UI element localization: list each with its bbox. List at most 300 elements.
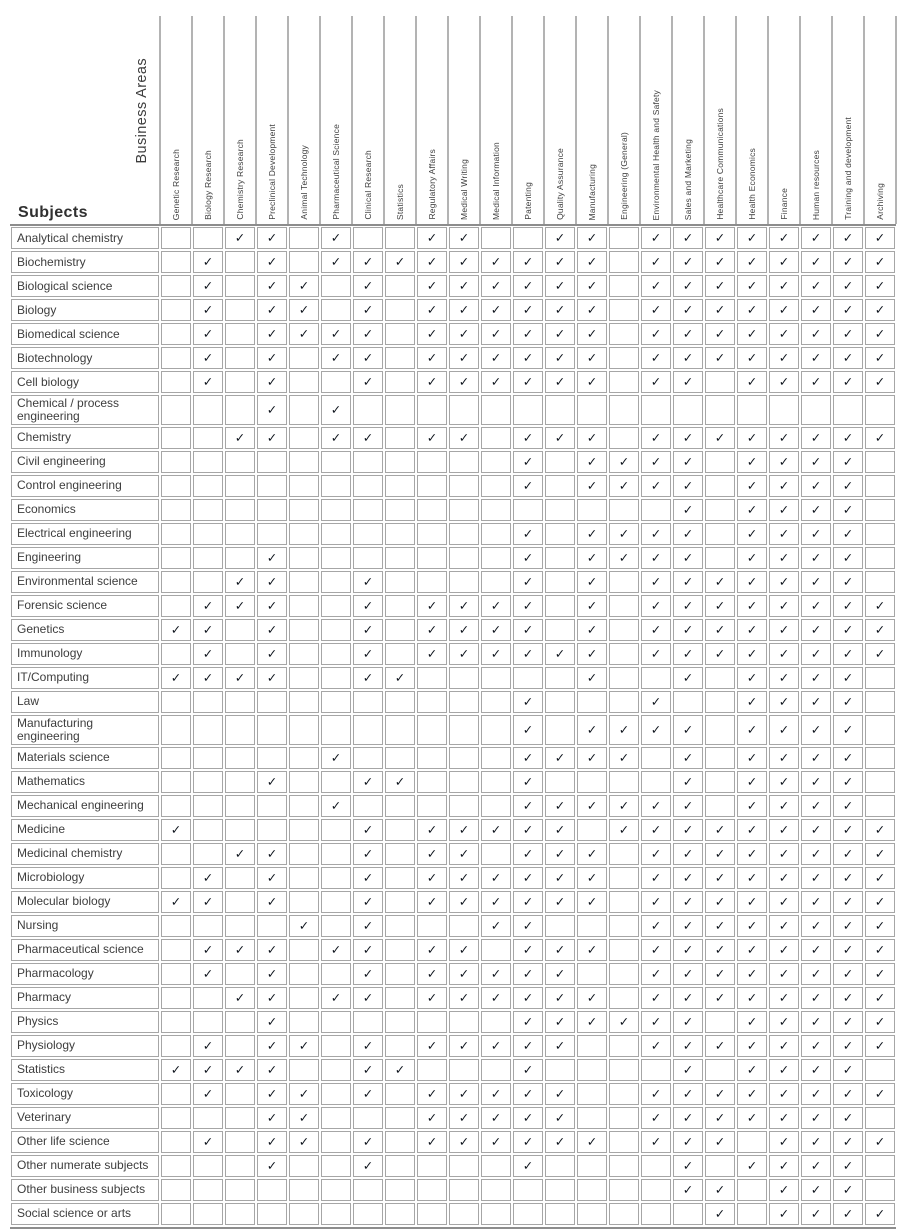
check-cell-checked: ✓ bbox=[673, 867, 703, 889]
check-cell-checked: ✓ bbox=[481, 819, 511, 841]
column-header-label: Medical Information bbox=[491, 142, 501, 220]
check-cell-checked: ✓ bbox=[737, 275, 767, 297]
check-cell-checked: ✓ bbox=[737, 475, 767, 497]
check-cell bbox=[289, 499, 319, 521]
check-cell-checked: ✓ bbox=[417, 227, 447, 249]
check-cell-checked: ✓ bbox=[225, 667, 255, 689]
check-cell bbox=[321, 523, 351, 545]
check-cell-checked: ✓ bbox=[513, 251, 543, 273]
check-cell bbox=[641, 1155, 671, 1177]
check-cell bbox=[385, 371, 415, 393]
check-cell bbox=[353, 1179, 383, 1201]
check-cell-checked: ✓ bbox=[865, 619, 895, 641]
check-cell bbox=[609, 227, 639, 249]
check-cell-checked: ✓ bbox=[801, 667, 831, 689]
check-cell bbox=[801, 395, 831, 425]
check-cell bbox=[481, 523, 511, 545]
check-cell bbox=[321, 571, 351, 593]
table-row bbox=[10, 986, 896, 1010]
check-cell-checked: ✓ bbox=[769, 1035, 799, 1057]
check-cell bbox=[385, 427, 415, 449]
check-cell-checked: ✓ bbox=[833, 843, 863, 865]
check-cell-checked: ✓ bbox=[641, 227, 671, 249]
check-cell bbox=[545, 547, 575, 569]
check-cell-checked: ✓ bbox=[673, 1011, 703, 1033]
check-cell-checked: ✓ bbox=[353, 1131, 383, 1153]
check-cell-checked: ✓ bbox=[833, 619, 863, 641]
check-cell-checked: ✓ bbox=[641, 1011, 671, 1033]
check-cell bbox=[545, 523, 575, 545]
check-cell-checked: ✓ bbox=[705, 1131, 735, 1153]
check-cell bbox=[161, 427, 191, 449]
check-cell-checked: ✓ bbox=[449, 227, 479, 249]
check-cell bbox=[385, 499, 415, 521]
row-label: Manufacturing engineering bbox=[11, 715, 159, 745]
check-cell bbox=[737, 1179, 767, 1201]
check-cell-checked: ✓ bbox=[833, 1131, 863, 1153]
check-cell bbox=[161, 1083, 191, 1105]
check-cell-checked: ✓ bbox=[673, 747, 703, 769]
business-areas-axis-title bbox=[124, 58, 160, 164]
check-cell-checked: ✓ bbox=[513, 987, 543, 1009]
check-cell-checked: ✓ bbox=[833, 1155, 863, 1177]
check-cell-checked: ✓ bbox=[769, 499, 799, 521]
check-cell-checked: ✓ bbox=[577, 227, 607, 249]
check-cell bbox=[385, 915, 415, 937]
column-header-label: Training and development bbox=[843, 117, 853, 220]
check-cell bbox=[321, 1083, 351, 1105]
check-cell bbox=[641, 395, 671, 425]
check-cell-checked: ✓ bbox=[769, 1059, 799, 1081]
check-cell-checked: ✓ bbox=[673, 499, 703, 521]
check-cell bbox=[705, 547, 735, 569]
check-cell-checked: ✓ bbox=[833, 691, 863, 713]
check-cell bbox=[609, 1131, 639, 1153]
check-cell-checked: ✓ bbox=[801, 427, 831, 449]
check-cell-checked: ✓ bbox=[577, 1131, 607, 1153]
check-cell-checked: ✓ bbox=[673, 523, 703, 545]
check-cell bbox=[481, 667, 511, 689]
check-cell bbox=[321, 891, 351, 913]
table-row bbox=[10, 370, 896, 394]
check-cell bbox=[161, 523, 191, 545]
check-cell bbox=[545, 595, 575, 617]
check-cell bbox=[385, 1035, 415, 1057]
check-cell-checked: ✓ bbox=[737, 1011, 767, 1033]
check-cell bbox=[385, 523, 415, 545]
check-cell-checked: ✓ bbox=[737, 347, 767, 369]
check-cell-checked: ✓ bbox=[705, 987, 735, 1009]
check-cell bbox=[289, 395, 319, 425]
check-cell bbox=[289, 1059, 319, 1081]
check-cell bbox=[865, 691, 895, 713]
check-cell bbox=[385, 1131, 415, 1153]
check-cell-checked: ✓ bbox=[513, 915, 543, 937]
check-cell-checked: ✓ bbox=[289, 1083, 319, 1105]
check-cell bbox=[449, 715, 479, 745]
check-cell-checked: ✓ bbox=[801, 251, 831, 273]
check-cell bbox=[577, 819, 607, 841]
check-cell-checked: ✓ bbox=[641, 963, 671, 985]
check-cell-checked: ✓ bbox=[449, 1083, 479, 1105]
check-cell-checked: ✓ bbox=[257, 547, 287, 569]
column-header bbox=[512, 16, 544, 220]
check-cell-checked: ✓ bbox=[737, 571, 767, 593]
check-cell-checked: ✓ bbox=[513, 691, 543, 713]
check-cell bbox=[609, 643, 639, 665]
check-cell-checked: ✓ bbox=[801, 891, 831, 913]
check-cell-checked: ✓ bbox=[481, 371, 511, 393]
check-cell bbox=[161, 395, 191, 425]
check-cell bbox=[417, 691, 447, 713]
check-cell-checked: ✓ bbox=[833, 891, 863, 913]
check-cell bbox=[513, 499, 543, 521]
check-cell-checked: ✓ bbox=[417, 347, 447, 369]
check-cell-checked: ✓ bbox=[321, 323, 351, 345]
check-cell-checked: ✓ bbox=[577, 475, 607, 497]
check-cell-checked: ✓ bbox=[513, 1083, 543, 1105]
check-cell-checked: ✓ bbox=[417, 1083, 447, 1105]
check-cell bbox=[321, 843, 351, 865]
check-cell bbox=[417, 1203, 447, 1225]
table-row bbox=[10, 690, 896, 714]
check-cell bbox=[161, 915, 191, 937]
check-cell bbox=[865, 571, 895, 593]
check-cell-checked: ✓ bbox=[225, 1059, 255, 1081]
check-cell-checked: ✓ bbox=[673, 475, 703, 497]
check-cell bbox=[193, 523, 223, 545]
check-cell-checked: ✓ bbox=[737, 915, 767, 937]
check-cell-checked: ✓ bbox=[833, 963, 863, 985]
check-cell-checked: ✓ bbox=[865, 227, 895, 249]
check-cell-checked: ✓ bbox=[353, 571, 383, 593]
check-cell-checked: ✓ bbox=[353, 251, 383, 273]
check-cell-checked: ✓ bbox=[321, 987, 351, 1009]
check-cell bbox=[321, 771, 351, 793]
check-cell bbox=[641, 1203, 671, 1225]
check-cell bbox=[513, 1203, 543, 1225]
check-cell bbox=[609, 691, 639, 713]
check-cell bbox=[865, 747, 895, 769]
check-cell-checked: ✓ bbox=[769, 275, 799, 297]
check-cell-checked: ✓ bbox=[641, 843, 671, 865]
check-cell bbox=[161, 347, 191, 369]
check-cell bbox=[289, 619, 319, 641]
check-cell-checked: ✓ bbox=[769, 595, 799, 617]
check-cell-checked: ✓ bbox=[737, 1059, 767, 1081]
check-cell-checked: ✓ bbox=[481, 1083, 511, 1105]
check-cell bbox=[481, 715, 511, 745]
check-cell-checked: ✓ bbox=[481, 251, 511, 273]
check-cell bbox=[257, 523, 287, 545]
check-cell-checked: ✓ bbox=[737, 523, 767, 545]
check-cell-checked: ✓ bbox=[289, 1131, 319, 1153]
check-cell bbox=[353, 691, 383, 713]
table-row bbox=[10, 618, 896, 642]
check-cell-checked: ✓ bbox=[417, 323, 447, 345]
check-cell-checked: ✓ bbox=[833, 1035, 863, 1057]
check-cell-checked: ✓ bbox=[353, 323, 383, 345]
column-header-label: Regulatory Affairs bbox=[427, 149, 437, 220]
row-label: Social science or arts bbox=[11, 1203, 159, 1225]
check-cell bbox=[449, 571, 479, 593]
check-cell-checked: ✓ bbox=[769, 843, 799, 865]
check-cell bbox=[577, 1035, 607, 1057]
check-cell bbox=[225, 1203, 255, 1225]
check-cell bbox=[513, 1179, 543, 1201]
check-cell bbox=[641, 1059, 671, 1081]
check-cell bbox=[865, 1107, 895, 1129]
check-cell-checked: ✓ bbox=[609, 715, 639, 745]
check-cell-checked: ✓ bbox=[833, 347, 863, 369]
check-cell-checked: ✓ bbox=[705, 1179, 735, 1201]
check-cell bbox=[609, 371, 639, 393]
table-row bbox=[10, 1034, 896, 1058]
check-cell bbox=[161, 987, 191, 1009]
check-cell bbox=[385, 347, 415, 369]
column-header bbox=[576, 16, 608, 220]
table-row bbox=[10, 570, 896, 594]
check-cell-checked: ✓ bbox=[193, 323, 223, 345]
check-cell-checked: ✓ bbox=[833, 251, 863, 273]
check-cell-checked: ✓ bbox=[801, 643, 831, 665]
check-cell-checked: ✓ bbox=[193, 251, 223, 273]
check-cell bbox=[193, 915, 223, 937]
check-cell-checked: ✓ bbox=[321, 427, 351, 449]
check-cell bbox=[161, 547, 191, 569]
column-header bbox=[640, 16, 672, 220]
check-cell-checked: ✓ bbox=[161, 819, 191, 841]
check-cell-checked: ✓ bbox=[769, 963, 799, 985]
check-cell-checked: ✓ bbox=[545, 299, 575, 321]
check-cell-checked: ✓ bbox=[481, 1107, 511, 1129]
check-cell bbox=[289, 571, 319, 593]
check-cell bbox=[225, 691, 255, 713]
check-cell bbox=[257, 795, 287, 817]
column-header-label: Engineering (General) bbox=[619, 132, 629, 220]
check-cell-checked: ✓ bbox=[545, 251, 575, 273]
check-cell bbox=[865, 1179, 895, 1201]
check-cell-checked: ✓ bbox=[865, 595, 895, 617]
check-cell bbox=[161, 795, 191, 817]
check-cell-checked: ✓ bbox=[833, 795, 863, 817]
table-row bbox=[10, 1202, 896, 1226]
check-cell bbox=[545, 1155, 575, 1177]
check-cell-checked: ✓ bbox=[705, 939, 735, 961]
table-row bbox=[10, 250, 896, 274]
check-cell bbox=[193, 499, 223, 521]
check-cell-checked: ✓ bbox=[481, 867, 511, 889]
check-cell-checked: ✓ bbox=[545, 963, 575, 985]
check-cell bbox=[449, 395, 479, 425]
check-cell bbox=[481, 747, 511, 769]
check-cell-checked: ✓ bbox=[801, 571, 831, 593]
check-cell bbox=[321, 1131, 351, 1153]
check-cell-checked: ✓ bbox=[449, 1131, 479, 1153]
check-cell-checked: ✓ bbox=[801, 275, 831, 297]
check-cell-checked: ✓ bbox=[257, 867, 287, 889]
check-cell-checked: ✓ bbox=[737, 227, 767, 249]
check-cell bbox=[449, 747, 479, 769]
check-cell-checked: ✓ bbox=[481, 595, 511, 617]
check-cell bbox=[513, 395, 543, 425]
check-cell-checked: ✓ bbox=[737, 891, 767, 913]
check-cell bbox=[161, 1035, 191, 1057]
check-cell bbox=[705, 451, 735, 473]
check-cell-checked: ✓ bbox=[833, 939, 863, 961]
check-cell bbox=[385, 795, 415, 817]
check-cell bbox=[865, 475, 895, 497]
check-cell bbox=[161, 691, 191, 713]
check-cell-checked: ✓ bbox=[641, 795, 671, 817]
table-row bbox=[10, 474, 896, 498]
check-cell bbox=[161, 571, 191, 593]
check-cell-checked: ✓ bbox=[513, 819, 543, 841]
check-cell-checked: ✓ bbox=[257, 227, 287, 249]
check-cell bbox=[225, 451, 255, 473]
check-cell bbox=[481, 843, 511, 865]
check-cell-checked: ✓ bbox=[353, 299, 383, 321]
check-cell bbox=[385, 867, 415, 889]
check-cell bbox=[289, 427, 319, 449]
row-label: IT/Computing bbox=[11, 667, 159, 689]
check-cell bbox=[161, 843, 191, 865]
check-cell bbox=[385, 1011, 415, 1033]
check-cell-checked: ✓ bbox=[385, 1059, 415, 1081]
check-cell bbox=[545, 475, 575, 497]
table-row bbox=[10, 450, 896, 474]
check-cell bbox=[321, 1107, 351, 1129]
check-cell-checked: ✓ bbox=[865, 867, 895, 889]
check-cell bbox=[225, 795, 255, 817]
check-cell bbox=[193, 1107, 223, 1129]
check-cell-checked: ✓ bbox=[673, 1131, 703, 1153]
check-cell-checked: ✓ bbox=[257, 891, 287, 913]
column-header bbox=[160, 16, 192, 220]
row-label: Microbiology bbox=[11, 867, 159, 889]
check-cell-checked: ✓ bbox=[353, 1155, 383, 1177]
row-label: Nursing bbox=[11, 915, 159, 937]
check-cell-checked: ✓ bbox=[865, 915, 895, 937]
check-cell-checked: ✓ bbox=[513, 595, 543, 617]
check-cell-checked: ✓ bbox=[769, 347, 799, 369]
check-cell-checked: ✓ bbox=[769, 251, 799, 273]
check-cell bbox=[161, 771, 191, 793]
check-cell-checked: ✓ bbox=[737, 843, 767, 865]
check-cell bbox=[225, 251, 255, 273]
check-cell bbox=[449, 771, 479, 793]
check-cell-checked: ✓ bbox=[577, 939, 607, 961]
check-cell-checked: ✓ bbox=[193, 299, 223, 321]
check-cell-checked: ✓ bbox=[513, 1059, 543, 1081]
check-cell bbox=[641, 1179, 671, 1201]
check-cell-checked: ✓ bbox=[417, 843, 447, 865]
check-cell bbox=[225, 715, 255, 745]
check-cell-checked: ✓ bbox=[705, 595, 735, 617]
check-cell-checked: ✓ bbox=[449, 251, 479, 273]
check-cell-checked: ✓ bbox=[641, 867, 671, 889]
check-cell-checked: ✓ bbox=[417, 251, 447, 273]
check-cell-checked: ✓ bbox=[865, 427, 895, 449]
check-cell bbox=[161, 299, 191, 321]
check-cell bbox=[193, 987, 223, 1009]
check-cell-checked: ✓ bbox=[833, 499, 863, 521]
check-cell bbox=[385, 891, 415, 913]
check-cell-checked: ✓ bbox=[801, 619, 831, 641]
check-cell-checked: ✓ bbox=[321, 795, 351, 817]
check-cell-checked: ✓ bbox=[257, 571, 287, 593]
check-cell bbox=[385, 323, 415, 345]
column-header-label: Animal Technology bbox=[299, 145, 309, 220]
check-cell bbox=[289, 595, 319, 617]
check-cell-checked: ✓ bbox=[225, 427, 255, 449]
check-cell-checked: ✓ bbox=[577, 451, 607, 473]
table-row bbox=[10, 866, 896, 890]
check-cell-checked: ✓ bbox=[705, 1203, 735, 1225]
check-cell bbox=[289, 643, 319, 665]
check-cell bbox=[641, 771, 671, 793]
check-cell-checked: ✓ bbox=[161, 619, 191, 641]
check-cell-checked: ✓ bbox=[673, 795, 703, 817]
check-cell-checked: ✓ bbox=[513, 547, 543, 569]
check-cell-checked: ✓ bbox=[577, 643, 607, 665]
check-cell-checked: ✓ bbox=[449, 1107, 479, 1129]
check-cell bbox=[481, 427, 511, 449]
check-cell-checked: ✓ bbox=[865, 275, 895, 297]
check-cell bbox=[353, 395, 383, 425]
table-row bbox=[10, 770, 896, 794]
check-cell-checked: ✓ bbox=[193, 1059, 223, 1081]
check-cell-checked: ✓ bbox=[673, 619, 703, 641]
check-cell bbox=[385, 843, 415, 865]
check-cell-checked: ✓ bbox=[641, 475, 671, 497]
table-row bbox=[10, 226, 896, 250]
check-cell-checked: ✓ bbox=[289, 915, 319, 937]
check-cell-checked: ✓ bbox=[577, 715, 607, 745]
table-row bbox=[10, 890, 896, 914]
check-cell bbox=[577, 1179, 607, 1201]
check-cell bbox=[417, 499, 447, 521]
check-cell-checked: ✓ bbox=[801, 795, 831, 817]
check-cell-checked: ✓ bbox=[673, 1035, 703, 1057]
check-cell bbox=[545, 395, 575, 425]
check-cell bbox=[481, 227, 511, 249]
column-header bbox=[544, 16, 576, 220]
check-cell-checked: ✓ bbox=[417, 987, 447, 1009]
check-cell-checked: ✓ bbox=[769, 523, 799, 545]
check-cell bbox=[385, 619, 415, 641]
check-cell-checked: ✓ bbox=[513, 747, 543, 769]
check-cell-checked: ✓ bbox=[865, 939, 895, 961]
check-cell-checked: ✓ bbox=[257, 619, 287, 641]
check-cell bbox=[609, 347, 639, 369]
check-cell bbox=[385, 963, 415, 985]
check-cell-checked: ✓ bbox=[833, 595, 863, 617]
check-cell bbox=[385, 819, 415, 841]
check-cell-checked: ✓ bbox=[865, 371, 895, 393]
business-areas-label: Business Areas bbox=[134, 58, 150, 164]
check-cell-checked: ✓ bbox=[737, 595, 767, 617]
check-cell-checked: ✓ bbox=[513, 867, 543, 889]
check-cell-checked: ✓ bbox=[257, 1131, 287, 1153]
check-cell-checked: ✓ bbox=[833, 547, 863, 569]
check-cell-checked: ✓ bbox=[513, 619, 543, 641]
check-cell-checked: ✓ bbox=[513, 1155, 543, 1177]
check-cell bbox=[321, 691, 351, 713]
table-row bbox=[10, 1154, 896, 1178]
check-cell-checked: ✓ bbox=[641, 691, 671, 713]
check-cell-checked: ✓ bbox=[513, 323, 543, 345]
